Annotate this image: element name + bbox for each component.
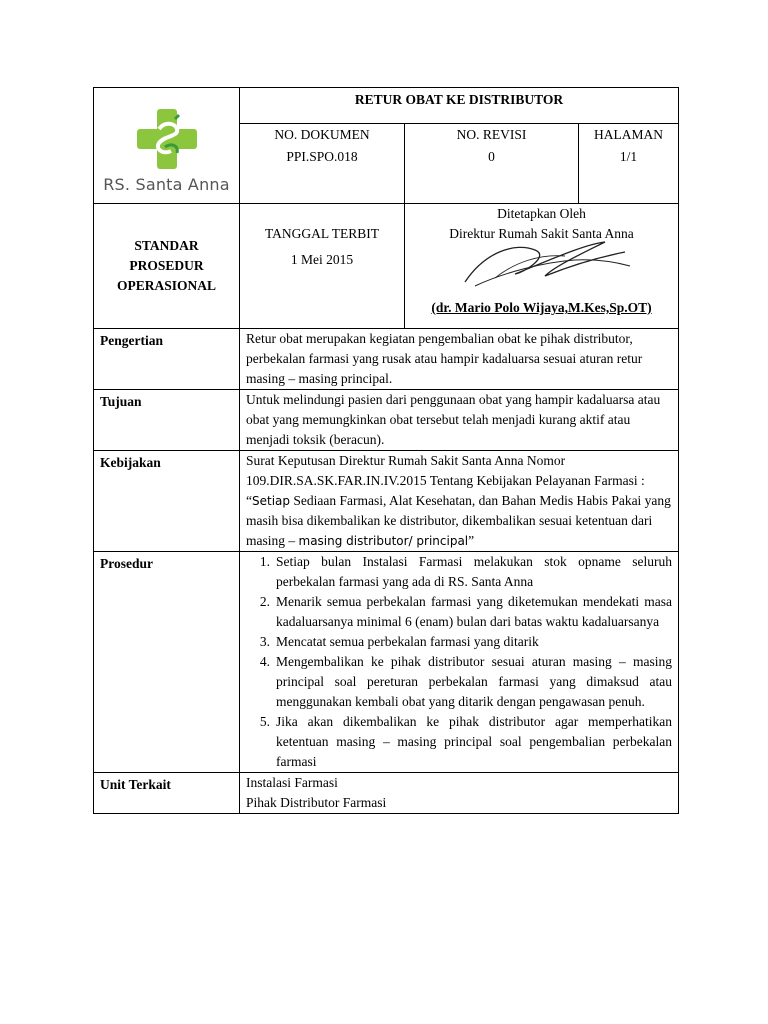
no-revisi-cell [405,124,579,204]
kebijakan-quote [246,491,672,551]
pengertian-label: Pengertian [94,329,240,390]
tanggal-terbit-cell [240,204,405,329]
no-dokumen-cell [240,124,405,204]
unit-terkait-line: Pihak Distributor Farmasi [246,795,387,810]
no-dokumen-value: PPI.SPO.018 [286,149,358,164]
no-revisi-value: 0 [488,149,495,164]
unit-terkait-line: Instalasi Farmasi [246,775,338,790]
quote-close: ” [468,533,475,548]
kebijakan-cell [240,451,679,552]
no-revisi-label: NO. REVISI [456,127,527,142]
prosedur-item-text: Setiap bulan Instalasi Farmasi melakukan stok opname seluruh perbekalan farmasi yang ada di RS. Santa Anna [276,554,673,589]
list-item: 5. Jika akan dikembalikan ke pihak distributor agar memperhatikan ketentuan masing – masing principal soal pengembalian perbekalan farmasi [246,712,672,772]
halaman-label: HALAMAN [594,127,664,142]
sop-label-line: STANDAR [134,238,199,253]
prosedur-item-text: Mengembalikan ke pihak distributor sesuai aturan masing – masing principal soal pereturan perbekalan farmasi yang dimaksud atau menggunakan kembali obat yang ditarik dengan pengawasan penuh. [276,654,673,709]
sop-label-line: OPERASIONAL [116,278,216,293]
prosedur-list [246,552,672,772]
tanggal-terbit-value: 1 Mei 2015 [290,252,354,267]
prosedur-label: Prosedur [94,552,240,773]
quote-open: “ [246,493,252,508]
logo-cell [94,88,240,204]
hospital-cross-logo-icon [135,107,199,171]
list-item: 3. Mencatat semua perbekalan farmasi yang ditarik [246,632,672,652]
kebijakan-text: Surat Keputusan Direktur Rumah Sakit Santa Anna Nomor 109.DIR.SA.SK.FAR.IN.IV.2015 Tentang Kebijakan Pelayanan Farmasi : [246,453,645,488]
list-item: 2. Menarik semua perbekalan farmasi yang diketemukan mendekati masa kadaluarsanya minimal 6 (enam) bulan dari batas waktu kadaluarsanya [246,592,672,632]
tanggal-terbit-label: TANGGAL TERBIT [264,226,380,241]
ditetapkan-jabatan: Direktur Rumah Sakit Santa Anna [449,226,634,241]
sop-label-cell [94,204,240,329]
sop-table [93,87,679,814]
pengertian-text: Retur obat merupakan kegiatan pengembalian obat ke pihak distributor, perbekalan farmasi yang rusak atau hampir kadaluarsa sesuai aturan retur masing – masing principal. [240,329,679,390]
kebijakan-label: Kebijakan [94,451,240,552]
no-dokumen-label: NO. DOKUMEN [274,127,370,142]
signer-name: (dr. Mario Polo Wijaya,M.Kes,Sp.OT) [431,300,652,315]
quote-part-b: Sediaan Farmasi, Alat Kesehatan, dan Bahan Medis Habis Pakai yang masih bisa dikembalikan ke distributor, dikembalikan sesuai ketentuan dari masing – [246,493,671,548]
list-item: 1. Setiap bulan Instalasi Farmasi melakukan stok opname seluruh perbekalan farmasi yang ada di RS. Santa Anna [246,552,672,592]
ditetapkan-cell [405,204,679,329]
prosedur-item-text: Menarik semua perbekalan farmasi yang diketemukan mendekati masa kadaluarsanya minimal 6 (enam) bulan dari batas waktu kadaluarsanya [276,594,673,629]
unit-terkait-label: Unit Terkait [94,773,240,814]
list-item: 4. Mengembalikan ke pihak distributor sesuai aturan masing – masing principal soal pereturan perbekalan farmasi yang dimaksud atau menggunakan kembali obat yang ditarik dengan pengawasan penuh. [246,652,672,712]
prosedur-cell [240,552,679,773]
tujuan-text: Untuk melindungi pasien dari penggunaan obat yang hampir kadaluarsa atau obat yang memungkinkan obat tersebut telah menjadi kurang aktif atau menjadi toksik (beracun). [240,390,679,451]
hospital-name-logo-text: RS. Santa Anna [103,174,230,194]
halaman-cell [579,124,679,204]
unit-terkait-cell [240,773,679,814]
prosedur-item-text: Mencatat semua perbekalan farmasi yang ditarik [276,634,539,649]
tujuan-label: Tujuan [94,390,240,451]
ditetapkan-label: Ditetapkan Oleh [497,206,586,221]
prosedur-item-text: Jika akan dikembalikan ke pihak distributor agar memperhatikan ketentuan masing – masing principal soal pengembalian perbekalan farmasi [276,714,673,769]
signature-image [455,232,635,292]
quote-part-a: Setiap [252,494,291,508]
document-title: RETUR OBAT KE DISTRIBUTOR [240,88,679,124]
halaman-value: 1/1 [619,149,638,164]
quote-part-c: masing distributor/ principal [298,534,469,548]
sop-label-line: PROSEDUR [129,258,204,273]
